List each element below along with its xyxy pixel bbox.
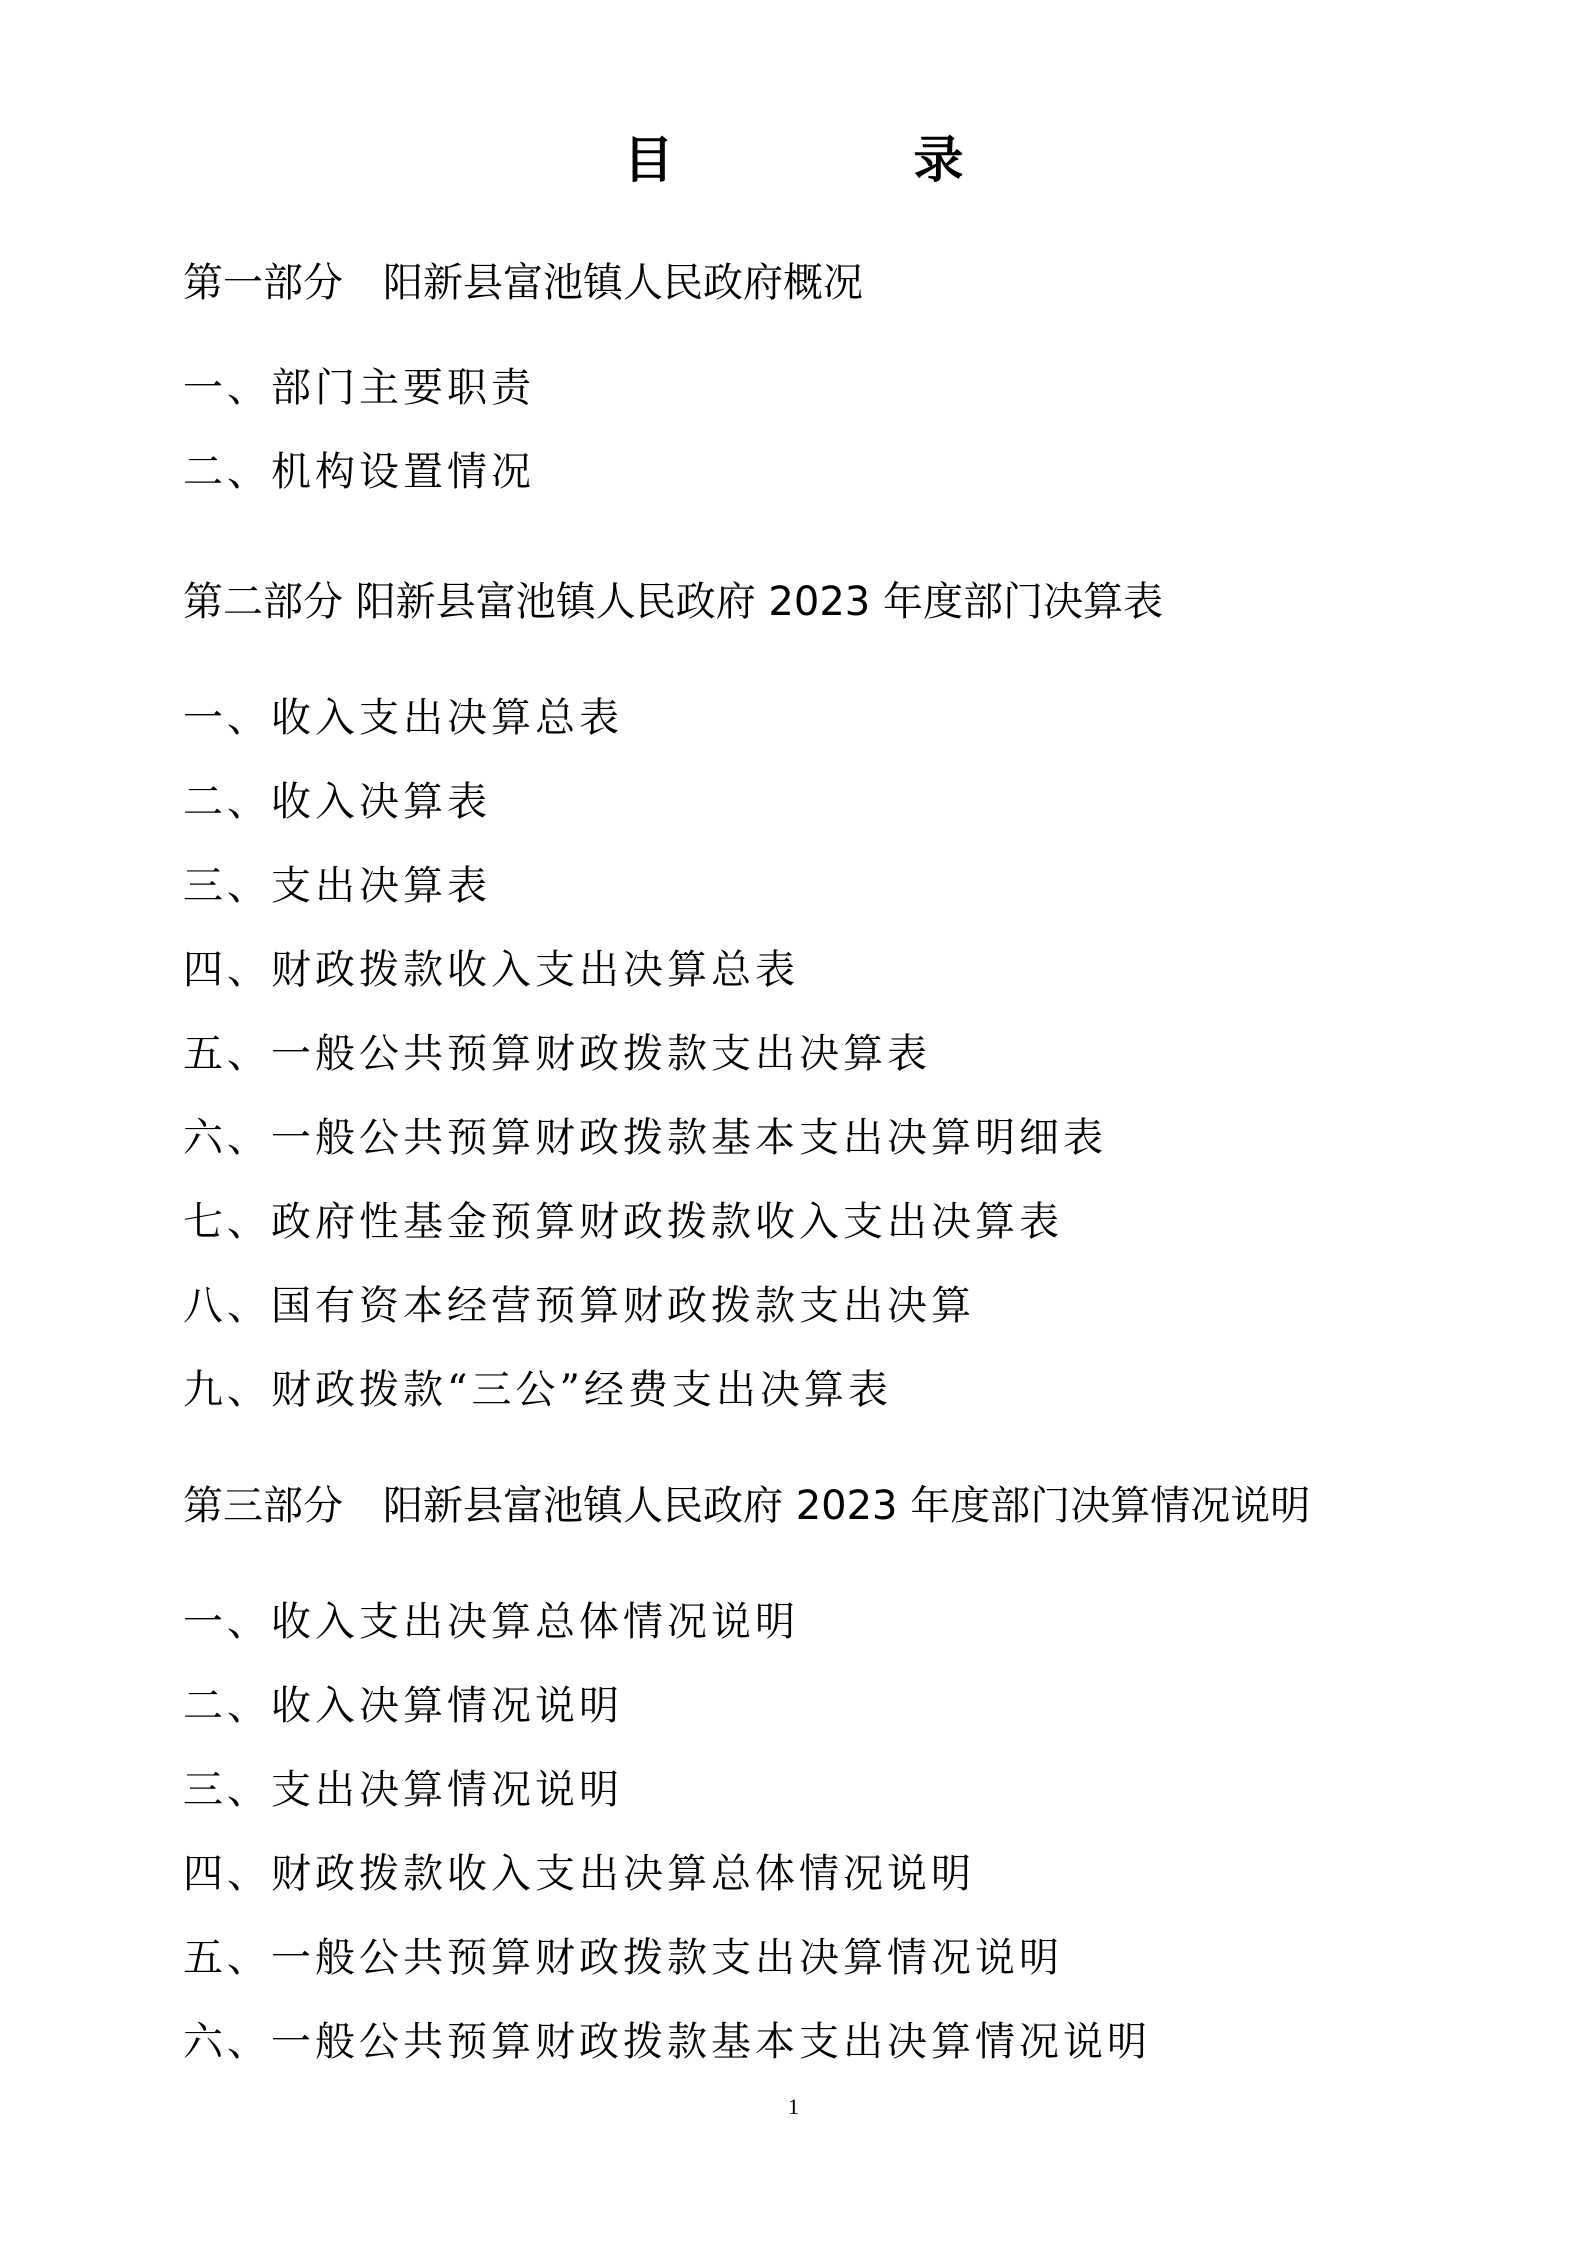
- toc-item: 六、一般公共预算财政拨款基本支出决算明细表: [183, 1115, 1107, 1161]
- page-number: 1: [788, 2094, 799, 2119]
- toc-item: 五、一般公共预算财政拨款支出决算表: [183, 1031, 931, 1077]
- part-2-heading: 第二部分 阳新县富池镇人民政府 2023 年度部门决算表: [183, 579, 1163, 625]
- toc-title: 目 录: [623, 130, 1059, 189]
- toc-item: 二、收入决算情况说明: [183, 1683, 623, 1729]
- toc-item: 八、国有资本经营预算财政拨款支出决算: [183, 1283, 975, 1329]
- toc-item: 四、财政拨款收入支出决算总表: [183, 947, 799, 993]
- toc-item: 五、一般公共预算财政拨款支出决算情况说明: [183, 1935, 1063, 1981]
- toc-item: 四、财政拨款收入支出决算总体情况说明: [183, 1851, 975, 1897]
- toc-item: 三、支出决算表: [183, 863, 491, 909]
- toc-item: 七、政府性基金预算财政拨款收入支出决算表: [183, 1199, 1063, 1245]
- toc-item: 三、支出决算情况说明: [183, 1767, 623, 1813]
- toc-item: 一、部门主要职责: [183, 365, 535, 411]
- toc-item: 二、机构设置情况: [183, 449, 535, 495]
- toc-item: 二、收入决算表: [183, 779, 491, 825]
- toc-item: 六、一般公共预算财政拨款基本支出决算情况说明: [183, 2019, 1151, 2065]
- toc-item: 一、收入支出决算总表: [183, 695, 623, 741]
- part-3-heading: 第三部分 阳新县富池镇人民政府 2023 年度部门决算情况说明: [183, 1483, 1311, 1529]
- part-1-heading: 第一部分 阳新县富池镇人民政府概况: [183, 260, 863, 306]
- toc-item: 九、财政拨款“三公”经费支出决算表: [183, 1367, 892, 1413]
- toc-item: 一、收入支出决算总体情况说明: [183, 1599, 799, 1645]
